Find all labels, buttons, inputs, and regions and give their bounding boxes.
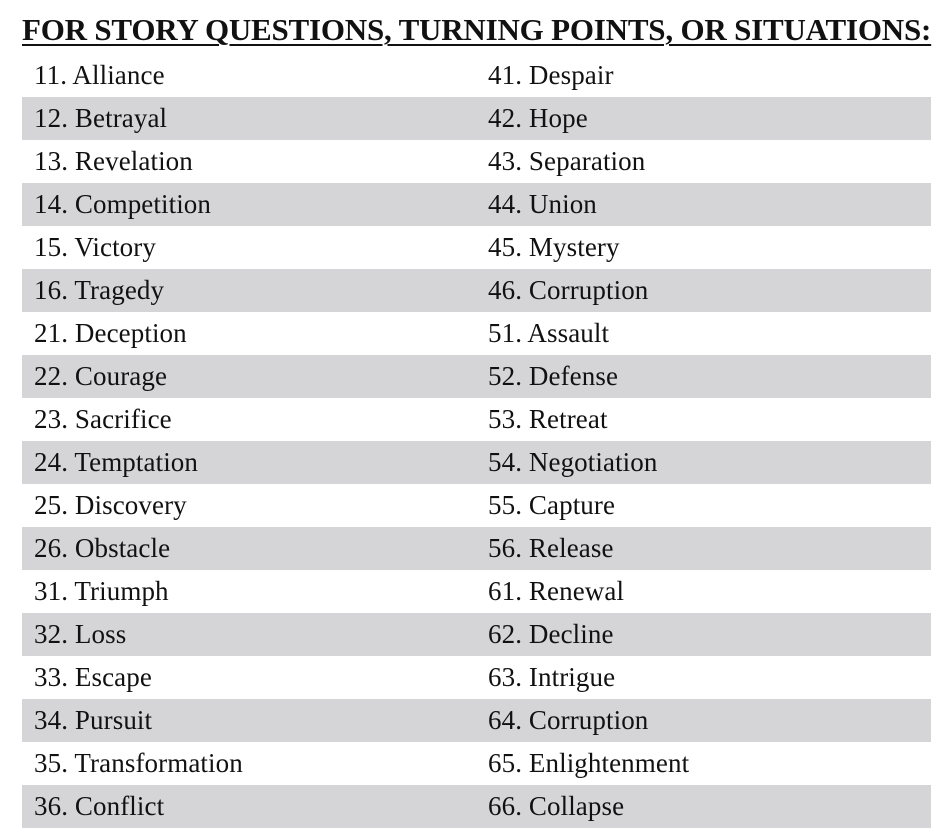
- table-title: FOR STORY QUESTIONS, TURNING POINTS, OR SITUATIONS:: [22, 12, 932, 47]
- table-row: [22, 527, 931, 570]
- table-cell-right: 52. Defense: [488, 361, 619, 391]
- table-row: [22, 355, 931, 398]
- table-cell-right: 46. Corruption: [488, 275, 649, 305]
- table-cell-right: 54. Negotiation: [488, 447, 658, 477]
- table-cell-left: 11. Alliance: [34, 60, 165, 90]
- table-cell-left: 13. Revelation: [34, 146, 193, 176]
- table-cell-left: 31. Triumph: [34, 576, 169, 606]
- table-cell-right: 63. Intrigue: [488, 662, 616, 692]
- table-cell-left: 21. Deception: [34, 318, 187, 348]
- table-cell-right: 51. Assault: [488, 318, 610, 348]
- table-row: [22, 484, 931, 527]
- table-cell-right: 66. Collapse: [488, 791, 625, 821]
- table-row: [22, 613, 931, 656]
- table-row: [22, 656, 931, 699]
- table-cell-left: 25. Discovery: [34, 490, 187, 520]
- table-cell-right: 43. Separation: [488, 146, 646, 176]
- table-row: [22, 570, 931, 613]
- table-cell-right: 44. Union: [488, 189, 597, 219]
- table-cell-left: 34. Pursuit: [34, 705, 153, 735]
- table-row: [22, 441, 931, 484]
- table-cell-right: 53. Retreat: [488, 404, 608, 434]
- table-cell-left: 32. Loss: [34, 619, 127, 649]
- table-cell-left: 14. Competition: [34, 189, 211, 219]
- table-row: [22, 97, 931, 140]
- table-cell-right: 62. Decline: [488, 619, 614, 649]
- table-cell-right: 55. Capture: [488, 490, 616, 520]
- table-row: [22, 398, 931, 441]
- table-cell-left: 16. Tragedy: [34, 275, 165, 305]
- table-row: [22, 183, 931, 226]
- table-cell-left: 15. Victory: [34, 232, 156, 262]
- table-cell-left: 24. Temptation: [34, 447, 198, 477]
- table-cell-left: 36. Conflict: [34, 791, 165, 821]
- table-cell-right: 45. Mystery: [488, 232, 620, 262]
- table-cell-left: 35. Transformation: [34, 748, 243, 778]
- table-cell-right: 65. Enlightenment: [488, 748, 690, 778]
- oracle-table: [22, 54, 931, 828]
- table-row: [22, 226, 931, 269]
- table-cell-right: 64. Corruption: [488, 705, 649, 735]
- table-cell-left: 26. Obstacle: [34, 533, 171, 563]
- table-row: [22, 785, 931, 828]
- table-cell-right: 42. Hope: [488, 103, 588, 133]
- table-cell-left: 12. Betrayal: [34, 103, 168, 133]
- table-row: [22, 312, 931, 355]
- table-row: [22, 699, 931, 742]
- table-row: [22, 54, 931, 97]
- table-cell-left: 23. Sacrifice: [34, 404, 172, 434]
- table-cell-left: 22. Courage: [34, 361, 168, 391]
- table-cell-right: 41. Despair: [488, 60, 614, 90]
- table-row: [22, 140, 931, 183]
- table-cell-right: 56. Release: [488, 533, 614, 563]
- table-row: [22, 742, 931, 785]
- table-cell-left: 33. Escape: [34, 662, 152, 692]
- table-row: [22, 269, 931, 312]
- table-cell-right: 61. Renewal: [488, 576, 625, 606]
